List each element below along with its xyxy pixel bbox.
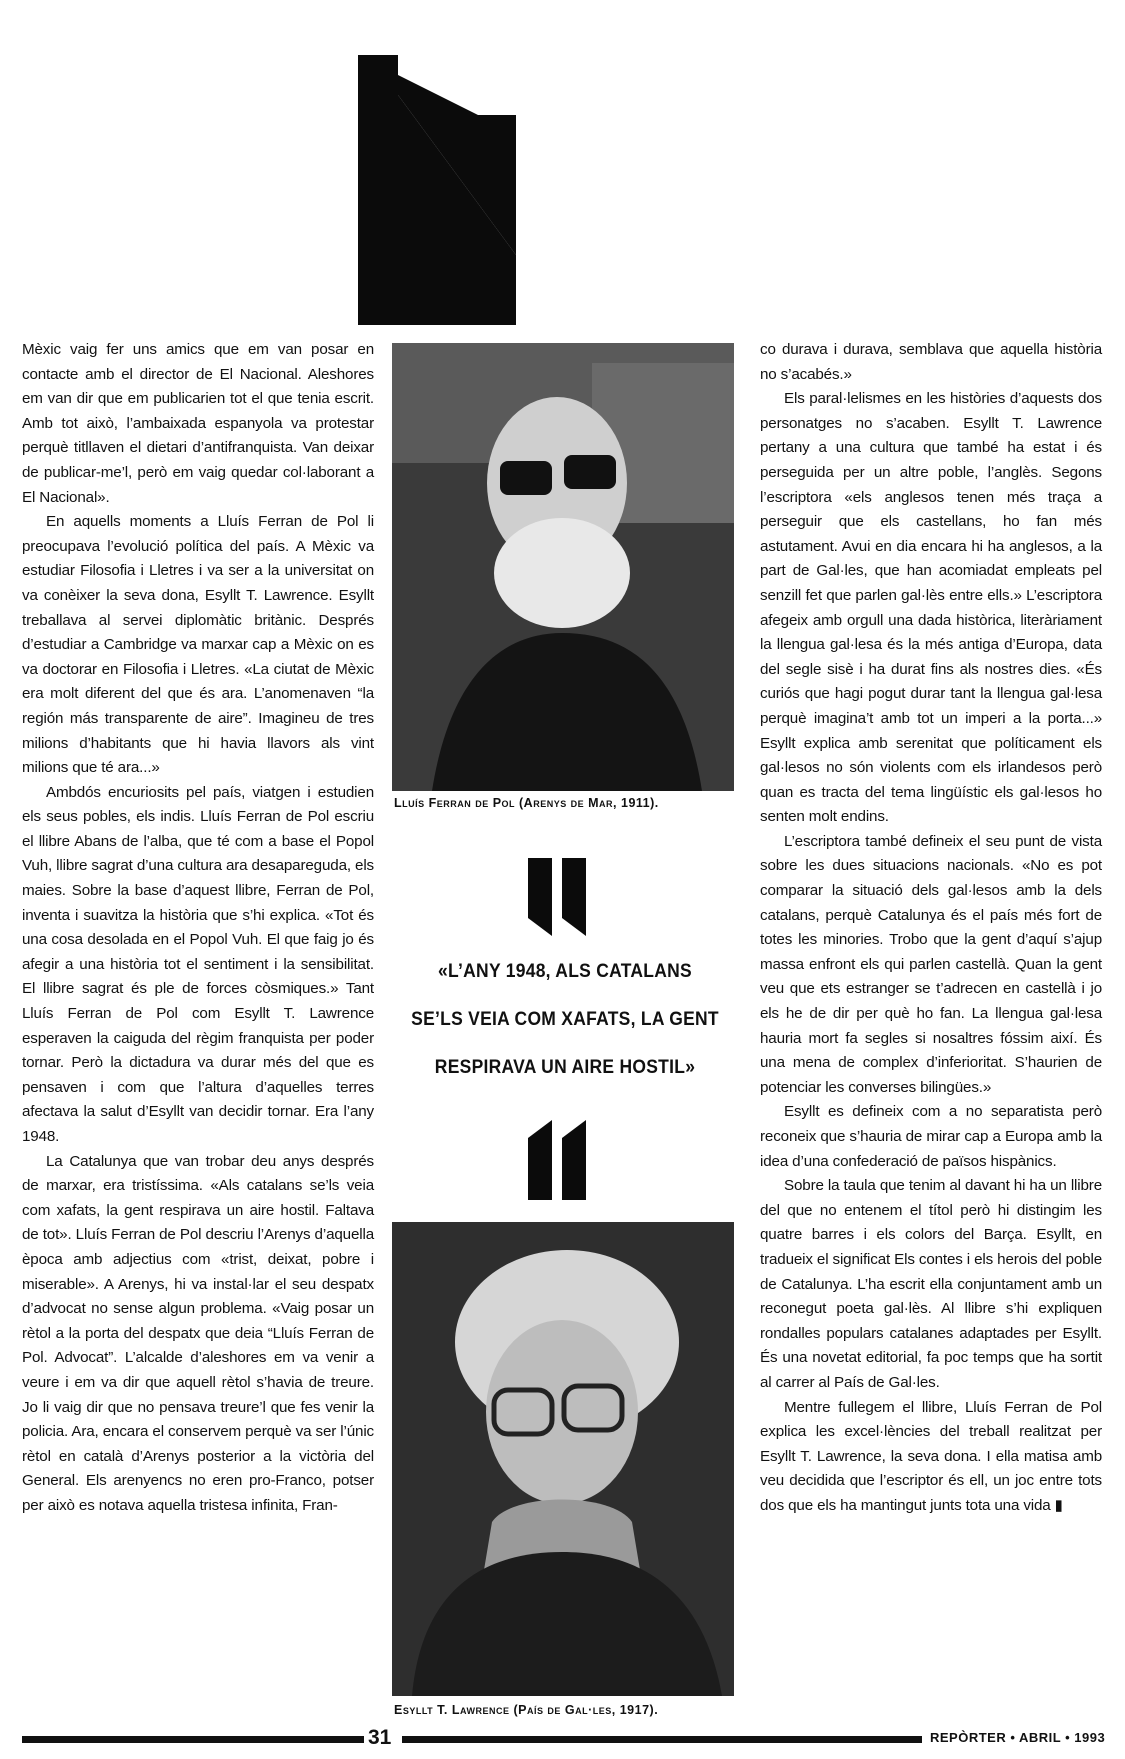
portrait-photo-ferran-de-pol bbox=[392, 343, 734, 791]
portrait-photo-esyllt-lawrence bbox=[392, 1222, 734, 1696]
pull-quote-line: SE’LS VEIA COM XAFATS, LA GENT bbox=[411, 1009, 719, 1030]
paragraph: Mentre fullegem el llibre, Lluís Ferran de Pol explica les excel·lències del treball realitzat per Esyllt T. Lawrence, la seva dona. I ella matisa amb veu decidida que l’escriptor és ell, un joc entre tots dos que els ha mantingut junts tota una vida ▮ bbox=[760, 1398, 1102, 1514]
paragraph: co durava i durava, semblava que aquella història no s’acabés.» bbox=[760, 341, 1102, 383]
paragraph: La Catalunya que van trobar deu anys després de marxar, era tristíssima. «Als catalans se’ls veia com xafats, la gent respirava un aire hostil. Faltava de tot». Lluís Ferran de Pol descriu l’Arenys d’aquella època amb adjectius com «trist, deixat, pobre i miserable». A Arenys, hi va instal·lar el seu despatx d’advocat no sense algun problema. «Vaig posar un rètol a la porta del despatx que deia “Lluís Ferran de Pol. Advocat”. L’alcalde d’aleshores em va venir a veure i em va dir que aquell rètol s’havia de treure. Jo li vaig dir que no pensava treure’l que fes venir la policia. Ara, encara el conservem perquè va ser l’únic rètol en català d’Arenys posterior a la victòria del General. Els arenyencs no eren pro-Franco, potser per això es notava aquella tristesa infinita, Fran- bbox=[22, 1152, 374, 1514]
pull-quote bbox=[406, 948, 724, 1092]
paragraph: Mèxic vaig fer uns amics que em van posar en contacte amb el director de El Nacional. Aleshores em van dir que em publicarien tot el que tenia escrit. Amb tot això, l’ambaixada espanyola va protestar perquè titllaven el dietari d’antifranquista. Van deixar de publicar-me’l, però em vaig quedar col·laborant a El Nacional». bbox=[22, 341, 374, 506]
paragraph: Els paral·lelismes en les històries d’aquests dos personatges no s’acaben. Esyllt T. Lawrence pertany a una cultura que també ha estat i és perseguida per un altre poble, l’anglès. Segons l’escriptora «els anglesos tenen més traça a perseguir que els castellans, ho fan més astutament. Avui en dia encara hi ha anglesos, a la part de Gal·les, que han acomiadat empleats pel senzill fet que parlen gal·lès entre ells.» L’escriptora afegeix amb orgull una dada històrica, literàriament la llengua gal·lesa és la més antiga d’Europa, data del segle sisè i ha durat fins als nostres dies. «És curiós que hagi pogut durar tant la llengua gal·lesa perquè imagina’t amb tot un imperi a la porta...» Esyllt explica amb serenitat que políticament els gal·lesos no són violents com els irlandesos però quan es tracta del tema lingüístic els gal·lesos ho senten molt endins. bbox=[760, 390, 1102, 826]
page-number: 31 bbox=[368, 1726, 392, 1749]
close-quote-icon bbox=[528, 1120, 588, 1200]
paragraph: En aquells moments a Lluís Ferran de Pol li preocupava l’evolució política del país. A Mèxic va estudiar Filosofia i Lletres i va ser a la universitat on va conèixer la seva dona, Esyllt T. Lawrence. Esyllt treballava al servei diplomàtic britànic. Després d’estudiar a Cambridge va marxar cap a Mèxic on es va doctorar en Filosofia i Lletres. «La ciutat de Mèxic era molt diferent del que és ara. L’anomenaven “la región más transparente de aire”. Imagineu de tres milions d’habitants que hi havia llavors als vint milions que té ara...» bbox=[22, 513, 374, 777]
open-quote-icon bbox=[528, 858, 588, 936]
photo-caption: Lluís Ferran de Pol (Arenys de Mar, 1911). bbox=[394, 796, 659, 810]
page-footer bbox=[0, 1726, 1125, 1754]
paragraph: L’escriptora també defineix el seu punt de vista sobre les dues situacions nacionals. «No es pot comparar la situació dels gal·lesos amb la dels catalans, perquè Catalunya és el país més fort de totes les minories. Trobo que la gent d’aquí s’ajup massa enfront els qui parlen castellà. Quan la gent veu que ets estranger se t’adrecen en castellà i jo els he de dir per què ho fan. La llengua gal·lesa hauria mort fa segles si nosaltres fóssim així. És una mena de complex d’inferioritat. S’haurien de potenciar les converses bilingües.» bbox=[760, 832, 1102, 1096]
footer-rule bbox=[402, 1736, 922, 1743]
paragraph: Ambdós encuriosits pel país, viatgen i estudien els seus pobles, els indis. Lluís Ferran de Pol escriu el llibre Abans de l’alba, que té com a base el Popol Vuh, llibre sagrat d’una cultura ara desapareguda, els maies. Sobre la base d’aquest llibre, Ferran de Pol, inventa i suavitza la història que s’hi explica. «Tot és una cosa desolada en el Popol Vuh. El que faig jo és afegir a una història tot el sentiment i la sensibilitat. El llibre sagrat és ple de forces còsmiques.» Tant Lluís Ferran de Pol com Esyllt T. Lawrence esperaven la caiguda del règim franquista per poder tornar. Però la dictadura va durar més del que es pensaven i com que l’altura d’aquelles terres afectava la salut d’Esyllt van decidir tornar. Era l’any 1948. bbox=[22, 783, 374, 1145]
pull-quote-line: RESPIRAVA UN AIRE HOSTIL» bbox=[434, 1057, 696, 1078]
paragraph: Sobre la taula que tenim al davant hi ha un llibre del que no entenem el títol però hi distingim les quatre barres i els colors del Barça. Esyllt, en tradueix el significat Els contes i els herois del poble de Catalunya. L’ha escrit ella conjuntament amb un reconegut poeta gal·lès. Al llibre s’hi expliquen rondalles populars catalanes adaptades per Esyllt. És una novetat editorial, fa poc temps que ha sortit al carrer al País de Gal·les. bbox=[760, 1177, 1102, 1391]
paragraph: Esyllt es defineix com a no separatista però reconeix que s’hauria de mirar cap a Europa amb la idea d’una confederació de països hispànics. bbox=[760, 1103, 1102, 1170]
magazine-issue: REPÒRTER • ABRIL • 1993 bbox=[930, 1730, 1106, 1745]
photo-caption: Esyllt T. Lawrence (País de Gal·les, 1917). bbox=[394, 1703, 659, 1717]
pull-quote-line: «L’ANY 1948, ALS CATALANS bbox=[438, 961, 692, 982]
article-column-right bbox=[760, 338, 1102, 1519]
footer-rule bbox=[22, 1736, 364, 1743]
article-column-left bbox=[22, 338, 374, 1519]
decorative-letter-n bbox=[358, 55, 516, 325]
